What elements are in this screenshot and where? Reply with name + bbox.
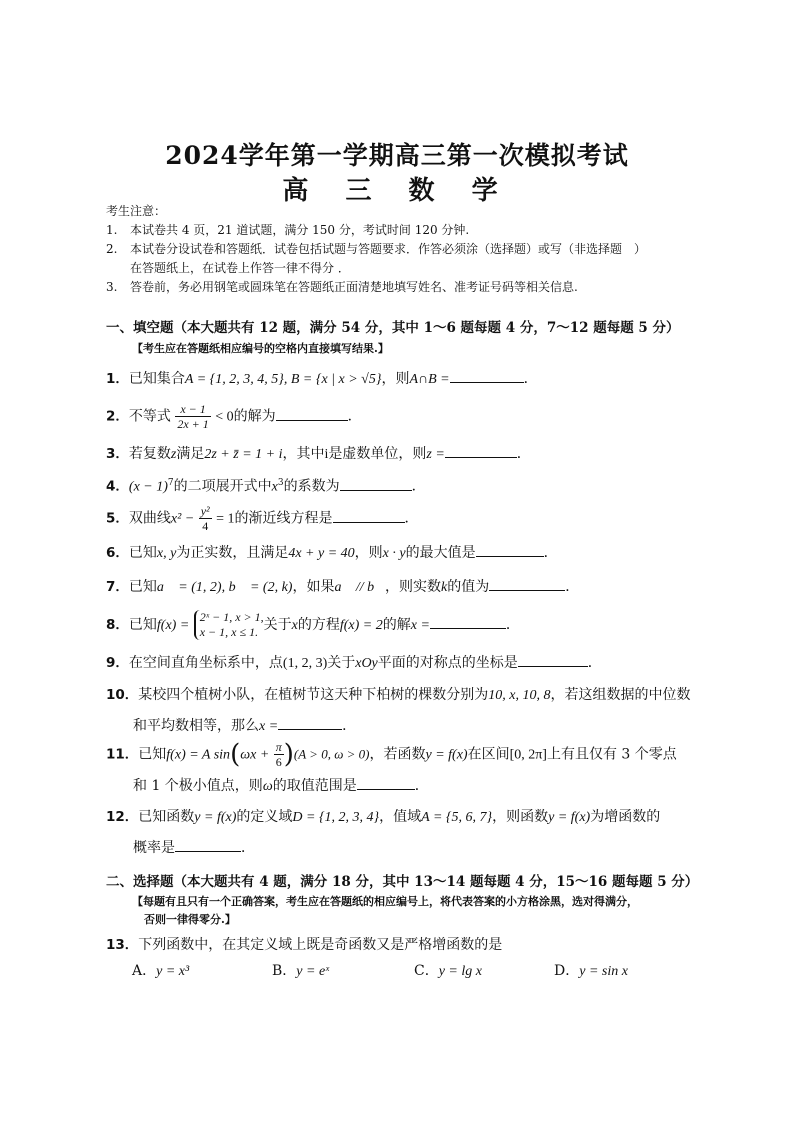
- question-3: 3．若复数z满足2z + z̄ = 1 + i，其中i是虚数单位，则z = ．: [106, 441, 712, 466]
- fraction: $\frac{x - 1}{2x + 1}$: [177, 402, 209, 431]
- note-item: 2. 本试卷分设试卷和答题纸．试卷包括试题与答题要求．作答必须涂（选择题）或写（非选择题 ）: [106, 242, 647, 256]
- option-c: C．y = lg x: [414, 963, 482, 979]
- section-choice-title: 二、选择题（本大题共有 4 题，满分 18 分，其中 13～14 题每题 4 分，15～16 题每题 5 分）: [106, 874, 699, 890]
- question-6: 6．已知x, y为正实数，且满足4x + y = 40，则x · y的最大值是 ．: [106, 540, 712, 565]
- answer-blank: [276, 404, 348, 421]
- exam-title: 2024学年第一学期高三第一次模拟考试: [165, 141, 629, 170]
- section-choice-hint: 【每题有且只有一个正确答案，考生应在答题纸的相应编号上，将代表答案的小方格涂黑，选对得满分， 否则一律得零分.】: [132, 895, 638, 926]
- answer-blank: [430, 612, 506, 629]
- question-1: 1．已知集合A = {1, 2, 3, 4, 5}, B = {x | x > √5}，则A∩B = ．: [106, 366, 712, 391]
- question-7: 7．已知a⃗ = (1, 2), b⃗ = (2, k)，如果a⃗ // b⃗，则实数k的值为 ．: [106, 574, 712, 599]
- question-9: 9．在空间直角坐标系中，点(1, 2, 3)关于xOy平面的对称点的坐标是 ．: [106, 650, 712, 675]
- question-4: 4．$(x - 1)^7$的二项展开式中$x^3$的系数为 ．: [106, 472, 712, 499]
- answer-blank: [489, 574, 565, 591]
- fraction: $\frac{\pi}{6}$: [275, 740, 282, 769]
- answer-blank: [340, 474, 412, 491]
- question-13: 13．下列函数中，在其定义域上既是奇函数又是严格增函数的是: [106, 937, 503, 953]
- question-2: 2．不等式 $\frac{x - 1}{2x + 1}$ < 0的解为 ．: [106, 402, 362, 431]
- question-5: 5．双曲线x² − $\frac{\text{y²}}{4}$ = 1的渐近线方程是 ．: [106, 504, 419, 533]
- answer-blank: [333, 506, 405, 523]
- answer-blank: [476, 540, 544, 557]
- question-12: 12．已知函数y = f(x)的定义域D = {1, 2, 3, 4}，值域A = {5, 6, 7}，则函数y = f(x)为增函数的 概率是 ．: [106, 809, 661, 856]
- exam-notes: [106, 202, 696, 297]
- note-item-continued: 在答题纸上，在试卷上作答一律不得分 ．: [130, 261, 350, 275]
- answer-blank: [175, 835, 241, 852]
- question-8: 8．已知f(x) = 2ˣ − 1, x > 1, x − 1, x ≤ 1. 关于x的方程f(x) = 2的解x = ．: [106, 610, 520, 639]
- fraction: $\frac{\text{y²}}{4}$: [200, 504, 210, 533]
- piecewise-function: 2ˣ − 1, x > 1, x − 1, x ≤ 1.: [194, 610, 264, 640]
- note-item: 1. 本试卷共 4 页，21 道试题，满分 150 分，考试时间 120 分钟.: [106, 223, 470, 237]
- option-a: A．y = x³: [132, 963, 190, 979]
- answer-blank: [450, 366, 524, 383]
- answer-blank: [445, 441, 517, 458]
- section-fill-in-hint: 【考生应在答题纸相应编号的空格内直接填写结果.】: [132, 342, 389, 355]
- notes-heading: 考生注意：: [106, 204, 167, 218]
- exam-subtitle: 高 三 数 学: [282, 176, 512, 206]
- question-11: 11．已知f(x) = A sin(ωx + $\frac{\pi}{6}$ )(A > 0, ω > 0)，若函数y = f(x)在区间[0, 2π]上有且仅有 3 个零点 和 1 个极小值点，则ω的取值范围是 ．: [106, 739, 677, 794]
- question-10: 10．某校四个植树小队，在植树节这天种下柏树的棵数分别为10, x, 10, 8，若这组数据的中位数 和平均数相等，那么x = ．: [106, 687, 691, 734]
- answer-blank: [357, 773, 415, 790]
- section-fill-in-title: 一、填空题（本大题共有 12 题，满分 54 分，其中 1～6 题每题 4 分，7～12 题每题 5 分）: [106, 320, 680, 336]
- option-d: D．y = sin x: [554, 963, 628, 979]
- answer-blank: [518, 650, 588, 667]
- note-item: 3. 答卷前，务必用钢笔或圆珠笔在答题纸正面清楚地填写姓名、准考证号码等相关信息.: [106, 280, 578, 294]
- answer-blank: [278, 713, 342, 730]
- option-b: B．y = eˣ: [272, 963, 330, 979]
